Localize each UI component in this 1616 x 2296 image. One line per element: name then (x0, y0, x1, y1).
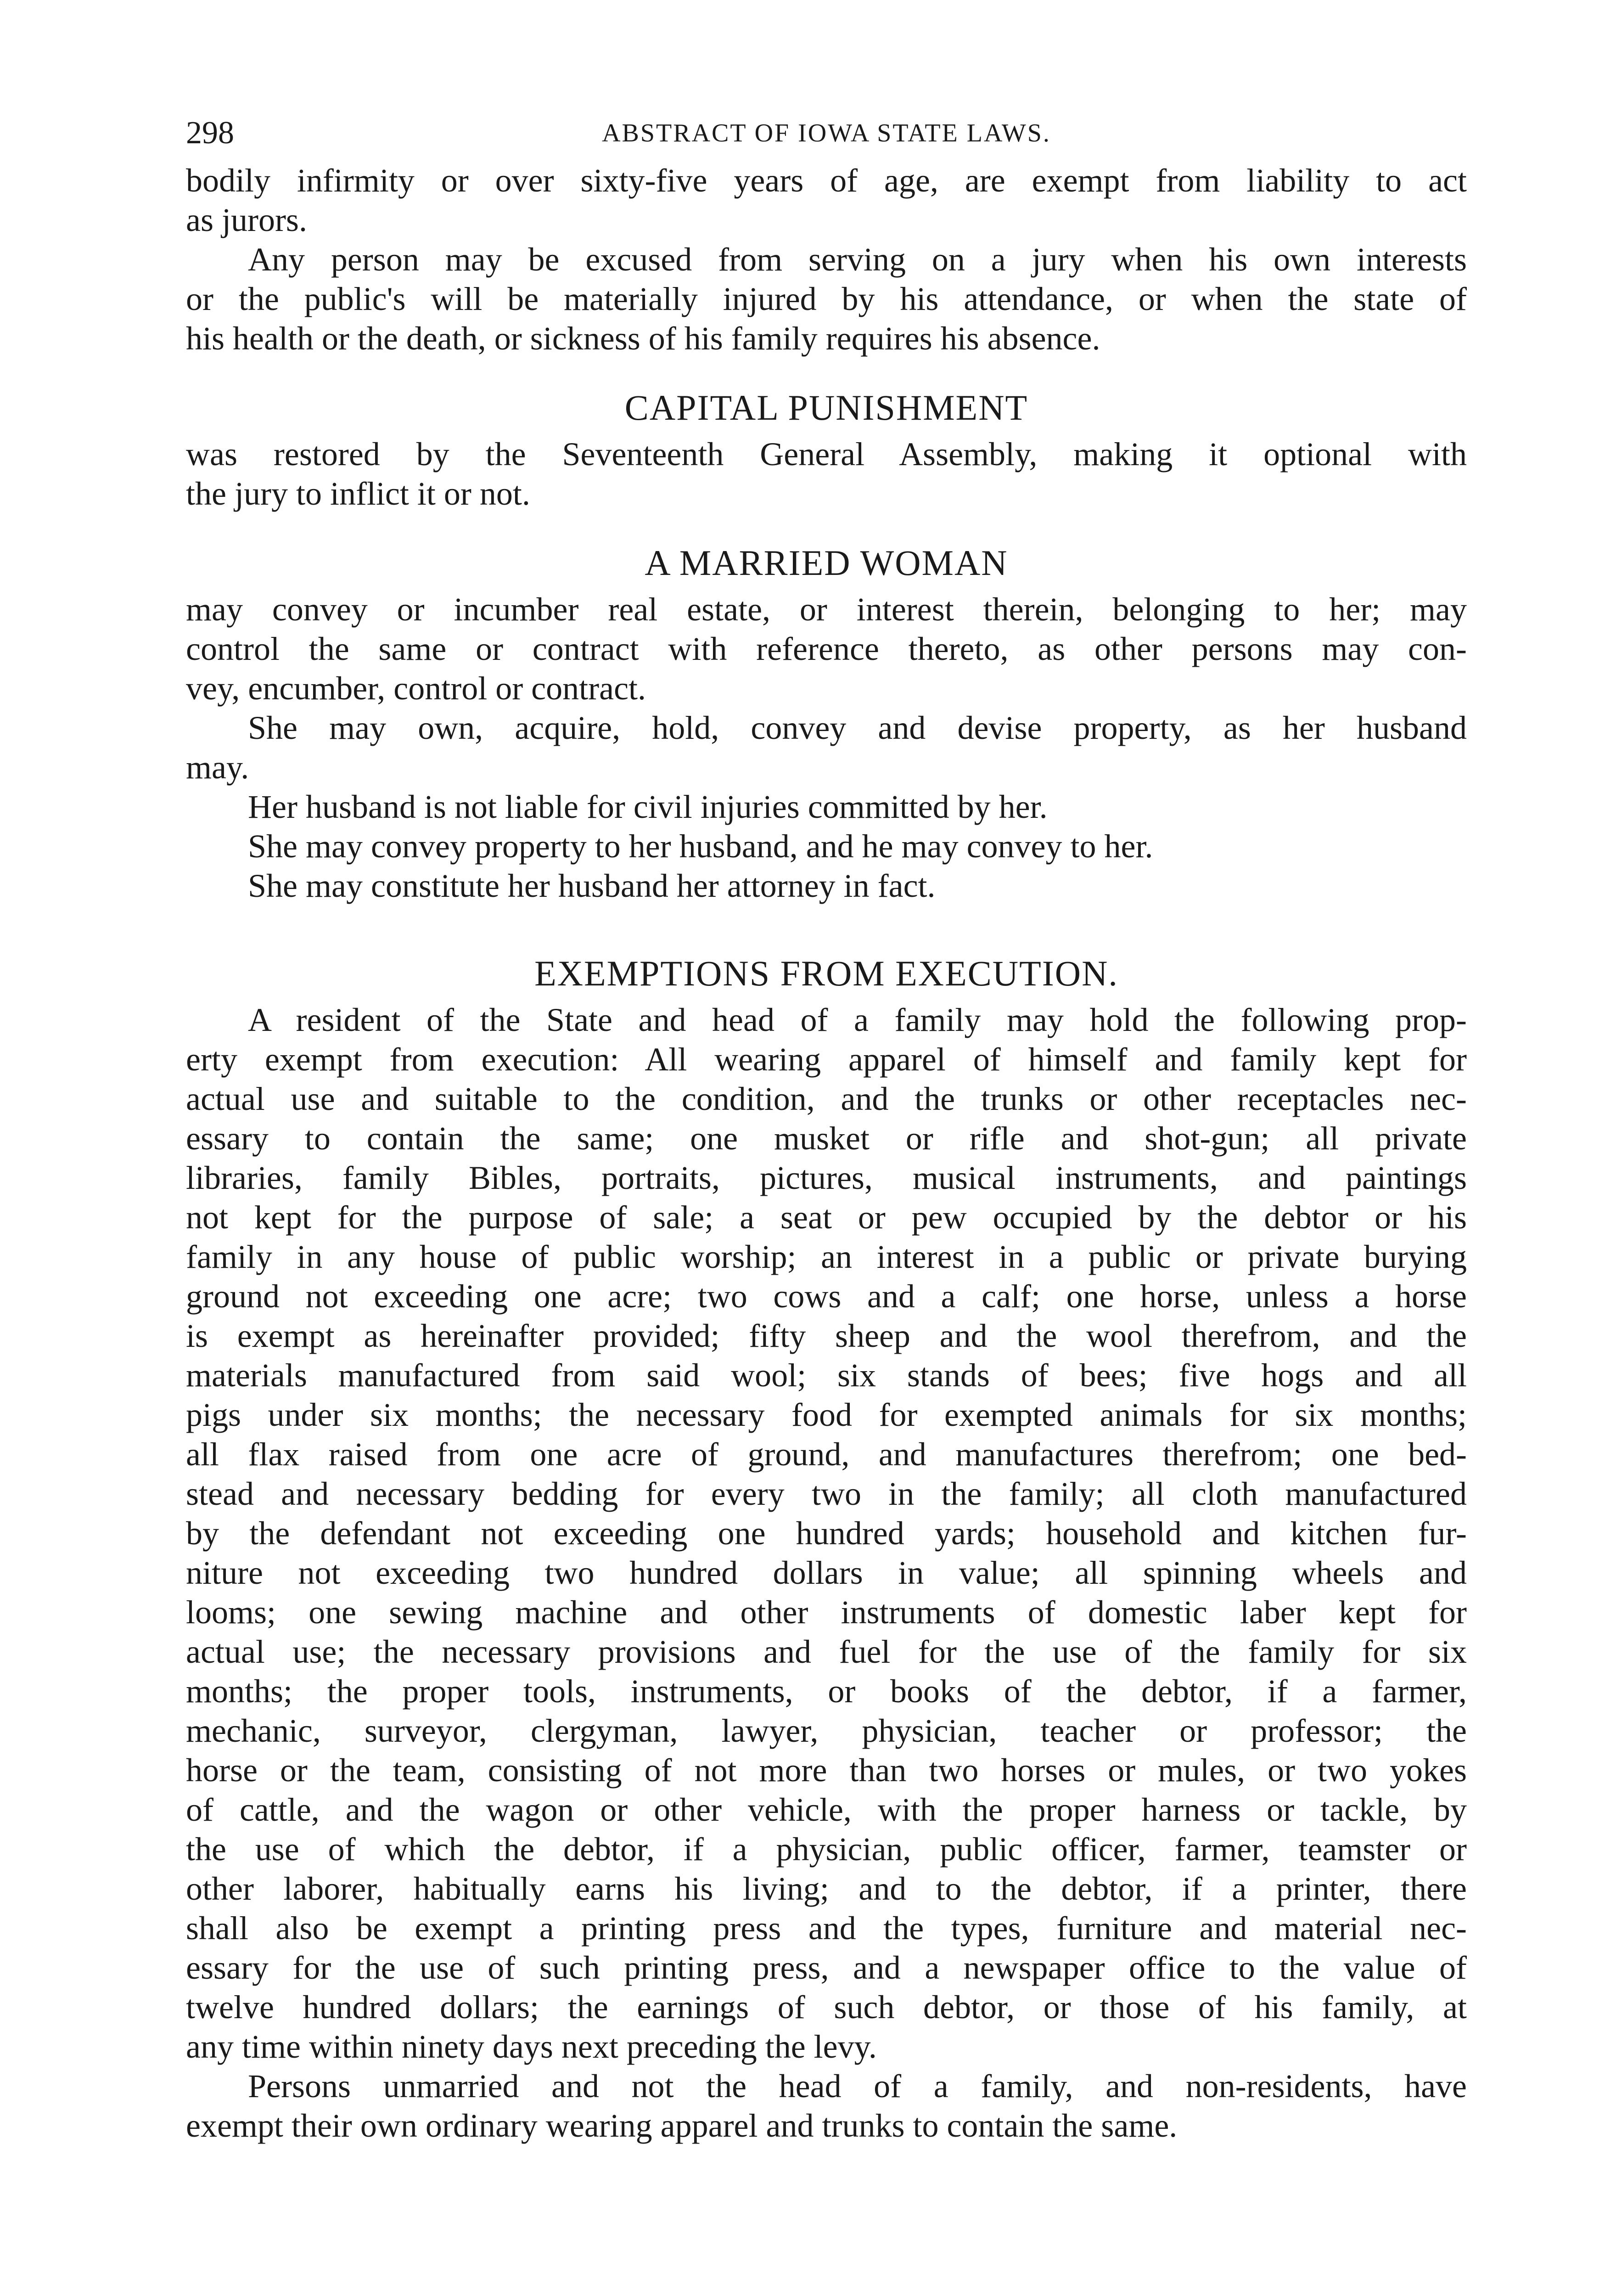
section (186, 951, 1467, 2145)
text-line: niture not exceeding two hundred dollars in value; all spinning wheels and (186, 1554, 1467, 1591)
section (186, 541, 1467, 906)
text-line: exempt their own ordinary wearing apparel and trunks to contain the same. (186, 2107, 1178, 2144)
text-line: was restored by the Seventeenth General Assembly, making it optional with (186, 436, 1467, 473)
text-line: control the same or contract with reference thereto, as other persons may con- (186, 630, 1467, 667)
text-line: his health or the death, or sickness of his family requires his absence. (186, 320, 1100, 357)
text-line: any time within ninety days next preceding the levy. (186, 2028, 877, 2065)
text-line: is exempt as hereinafter provided; fifty sheep and the wool therefrom, and the (186, 1317, 1467, 1354)
text-line: essary to contain the same; one musket or rifle and shot-gun; all private (186, 1120, 1467, 1157)
text-line: shall also be exempt a printing press and the types, furniture and material nec- (186, 1910, 1467, 1947)
text-line: She may own, acquire, hold, convey and devise property, as her husband (248, 709, 1467, 746)
section (186, 161, 1467, 358)
paragraph (186, 827, 1467, 866)
text-line: not kept for the purpose of sale; a seat or pew occupied by the debtor or his (186, 1199, 1467, 1236)
paragraph (186, 161, 1467, 240)
text-line: actual use; the necessary provisions and fuel for the use of the family for six (186, 1633, 1467, 1670)
text-line: as jurors. (186, 202, 307, 238)
text-line: the jury to inflict it or not. (186, 475, 530, 512)
text-line: actual use and suitable to the condition, and the trunks or other receptacles nec- (186, 1080, 1467, 1117)
text-line: looms; one sewing machine and other instruments of domestic laber kept for (186, 1594, 1467, 1631)
text-line: vey, encumber, control or contract. (186, 670, 646, 707)
text-line: the use of which the debtor, if a physician, public officer, farmer, teamster or (186, 1831, 1467, 1868)
section-heading: EXEMPTIONS FROM EXECUTION. (534, 953, 1118, 993)
text-line: erty exempt from execution: All wearing apparel of himself and family kept for (186, 1041, 1467, 1078)
paragraph (186, 434, 1467, 513)
text-line: bodily infirmity or over sixty-five years of age, are exempt from liability to act (186, 162, 1467, 199)
text-line: She may constitute her husband her attorney in fact. (248, 867, 936, 904)
page-content (186, 161, 1467, 2145)
text-line: other laborer, habitually earns his living; and to the debtor, if a printer, there (186, 1870, 1467, 1907)
text-line: She may convey property to her husband, and he may convey to her. (248, 828, 1153, 865)
paragraph (186, 708, 1467, 787)
paragraph (186, 866, 1467, 906)
text-line: horse or the team, consisting of not more than two horses or mules, or two yokes (186, 1752, 1467, 1789)
text-line: pigs under six months; the necessary food for exempted animals for six months; (186, 1396, 1467, 1433)
text-line: materials manufactured from said wool; six stands of bees; five hogs and all (186, 1357, 1467, 1394)
text-line: months; the proper tools, instruments, or books of the debtor, if a farmer, (186, 1673, 1467, 1710)
text-line: of cattle, and the wagon or other vehicle, with the proper harness or tackle, by (186, 1791, 1467, 1828)
book-page (186, 0, 1467, 2237)
paragraph (186, 1000, 1467, 2066)
text-line: or the public's will be materially injured by his attendance, or when the state of (186, 281, 1467, 317)
text-line: twelve hundred dollars; the earnings of such debtor, or those of his family, at (186, 1989, 1467, 2026)
text-line: may convey or incumber real estate, or interest therein, belonging to her; may (186, 591, 1467, 628)
page-header (186, 115, 1467, 161)
page-number: 298 (186, 115, 234, 151)
text-line: A resident of the State and head of a family may hold the following prop- (248, 1002, 1467, 1038)
section-heading: CAPITAL PUNISHMENT (624, 388, 1028, 428)
text-line: mechanic, surveyor, clergyman, lawyer, physician, teacher or professor; the (186, 1712, 1467, 1749)
paragraph (186, 240, 1467, 358)
paragraph (186, 590, 1467, 708)
text-line: stead and necessary bedding for every two in the family; all cloth manufactured (186, 1475, 1467, 1512)
section-heading: A MARRIED WOMAN (645, 543, 1008, 583)
paragraph (186, 787, 1467, 827)
text-line: Her husband is not liable for civil injuries committed by her. (248, 788, 1048, 825)
text-line: by the defendant not exceeding one hundred yards; household and kitchen fur- (186, 1515, 1467, 1552)
section (186, 386, 1467, 513)
paragraph (186, 2066, 1467, 2145)
text-line: Persons unmarried and not the head of a family, and non-residents, have (248, 2068, 1467, 2105)
text-line: libraries, family Bibles, portraits, pictures, musical instruments, and paintings (186, 1159, 1467, 1196)
text-line: Any person may be excused from serving on a jury when his own interests (248, 241, 1467, 278)
text-line: essary for the use of such printing press, and a newspaper office to the value of (186, 1949, 1467, 1986)
text-line: ground not exceeding one acre; two cows and a calf; one horse, unless a horse (186, 1278, 1467, 1315)
running-title: ABSTRACT OF IOWA STATE LAWS. (602, 119, 1051, 147)
text-line: all flax raised from one acre of ground, and manufactures therefrom; one bed- (186, 1436, 1467, 1473)
text-line: family in any house of public worship; an interest in a public or private burying (186, 1238, 1467, 1275)
text-line: may. (186, 749, 249, 786)
